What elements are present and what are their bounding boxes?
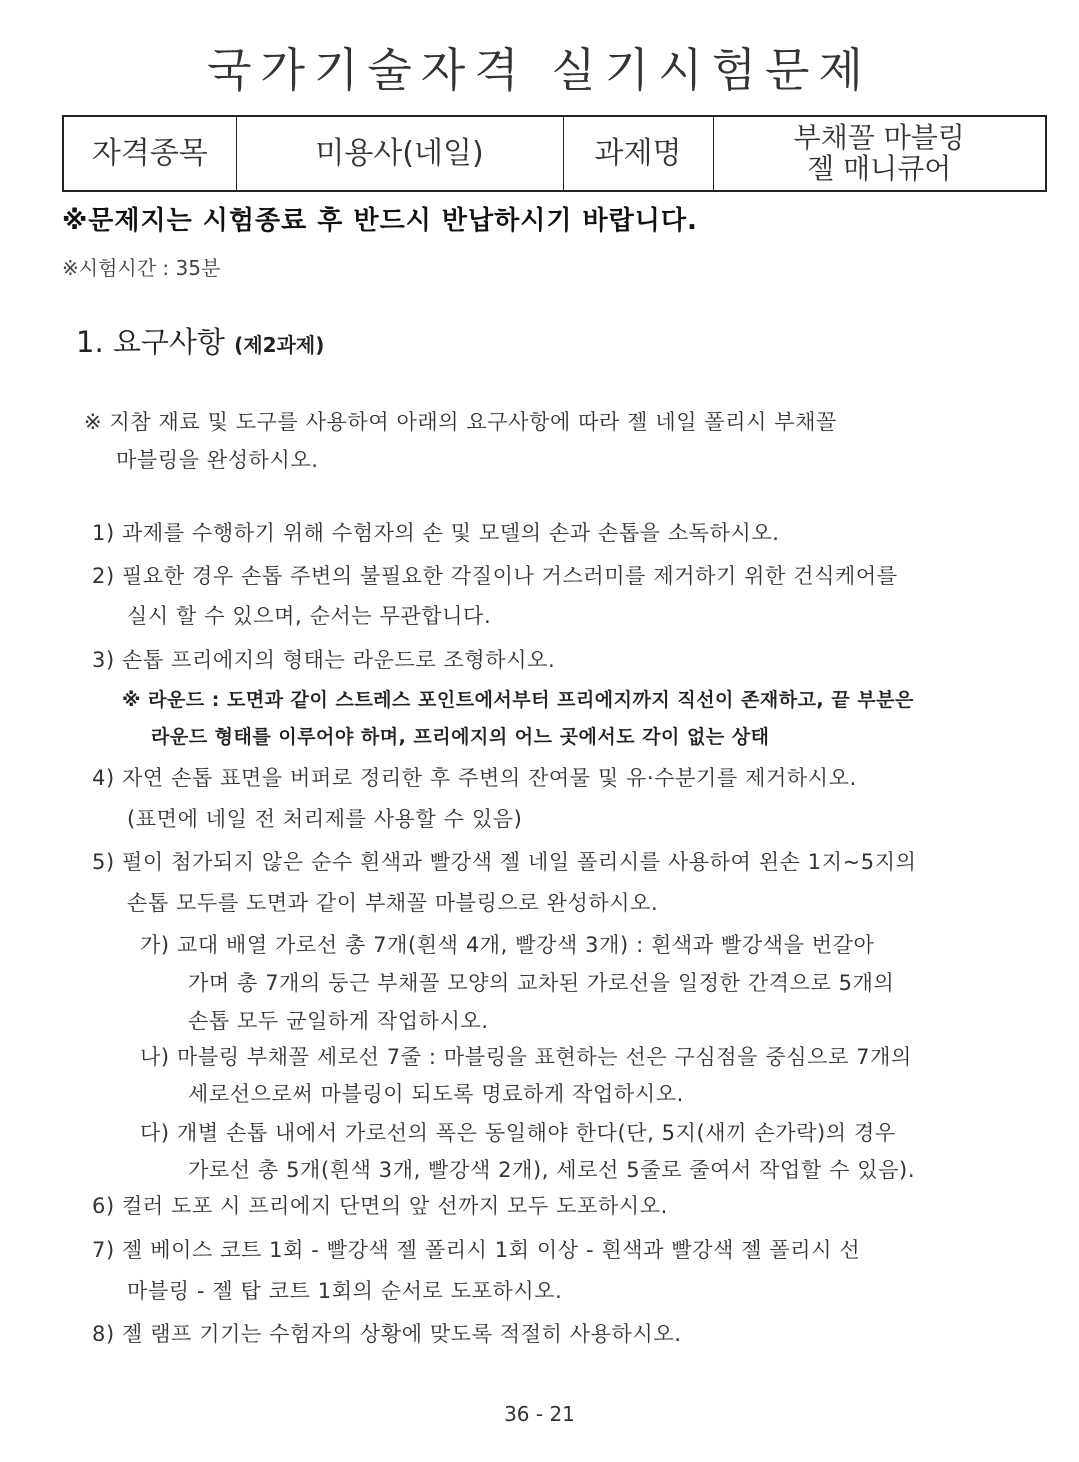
document-title: 국가기술자격 실기시험문제 (207, 43, 872, 97)
exam-time: ※시험시간 : 35분 (62, 256, 221, 280)
page-number: 36 - 21 (504, 1402, 575, 1426)
requirement-line: 1) 과제를 수행하기 위해 수험자의 손 및 모델의 손과 손톱을 소독하시오. (92, 521, 780, 545)
requirement-note-line: ※ 라운드 : 도면과 같이 스트레스 포인트에서부터 프리에지까지 직선이 존재하고, 끝 부분은 (122, 689, 914, 711)
requirement-line: 실시 할 수 있으며, 순서는 무관합니다. (127, 604, 492, 628)
requirement-line: 4) 자연 손톱 표면을 버퍼로 정리한 후 주변의 잔여물 및 유·수분기를 제거하시오. (92, 766, 857, 790)
label-subject: 자격종목 (63, 116, 236, 191)
section-heading (76, 320, 324, 361)
label-task: 과제명 (563, 116, 713, 191)
task-line-1: 부채꼴 마블링 (793, 120, 965, 154)
task-value (713, 116, 1046, 191)
requirement-line: ※ 지참 재료 및 도구를 사용하여 아래의 요구사항에 따라 젤 네일 폴리시 부채꼴 (84, 410, 837, 434)
requirement-line: 8) 젤 램프 기기는 수험자의 상황에 맞도록 적절히 사용하시오. (92, 1322, 682, 1346)
requirement-line: 6) 컬러 도포 시 프리에지 단면의 앞 선까지 모두 도포하시오. (92, 1194, 668, 1218)
requirement-subline: 가며 총 7개의 둥근 부채꼴 모양의 교차된 가로선을 일정한 간격으로 5개의 (188, 971, 895, 995)
subject-value: 미용사(네일) (236, 116, 563, 191)
requirement-subline: 손톱 모두 균일하게 작업하시오. (188, 1009, 489, 1033)
section-subtitle: (제2과제) (234, 333, 325, 357)
requirement-subline: 나) 마블링 부채꼴 세로선 7줄 : 마블링을 표현하는 선은 구심점을 중심으로 7개의 (140, 1045, 912, 1069)
return-notice: ※문제지는 시험종료 후 반드시 반납하시기 바랍니다. (62, 206, 698, 236)
requirement-subline: 세로선으로써 마블링이 되도록 명료하게 작업하시오. (188, 1082, 684, 1106)
requirement-note-line: 라운드 형태를 이루어야 하며, 프리에지의 어느 곳에서도 각이 없는 상태 (151, 726, 770, 748)
requirement-line: (표면에 네일 전 처리제를 사용할 수 있음) (127, 807, 523, 831)
requirement-line: 3) 손톱 프리에지의 형태는 라운드로 조형하시오. (92, 648, 556, 672)
section-title: 1. 요구사항 (76, 325, 225, 359)
requirement-subline: 가로선 총 5개(흰색 3개, 빨강색 2개), 세로선 5줄로 줄여서 작업할 수 있음). (188, 1158, 916, 1182)
requirement-subline: 다) 개별 손톱 내에서 가로선의 폭은 동일해야 한다(단, 5지(새끼 손가락)의 경우 (140, 1121, 896, 1145)
task-line-2: 젤 매니큐어 (807, 151, 952, 185)
info-table (62, 115, 1047, 192)
requirement-line: 5) 펄이 첨가되지 않은 순수 흰색과 빨강색 젤 네일 폴리시를 사용하여 왼손 1지~5지의 (92, 850, 917, 874)
requirement-subline: 가) 교대 배열 가로선 총 7개(흰색 4개, 빨강색 3개) : 흰색과 빨강색을 번갈아 (140, 933, 875, 957)
requirement-line: 마블링 - 젤 탑 코트 1회의 순서로 도포하시오. (127, 1279, 563, 1303)
requirement-line: 7) 젤 베이스 코트 1회 - 빨강색 젤 폴리시 1회 이상 - 흰색과 빨강색 젤 폴리시 선 (92, 1238, 861, 1262)
requirement-line: 마블링을 완성하시오. (116, 448, 319, 472)
requirement-line: 2) 필요한 경우 손톱 주변의 불필요한 각질이나 거스러미를 제거하기 위한 건식케어를 (92, 564, 898, 588)
requirement-line: 손톱 모두를 도면과 같이 부채꼴 마블링으로 완성하시오. (127, 891, 659, 915)
